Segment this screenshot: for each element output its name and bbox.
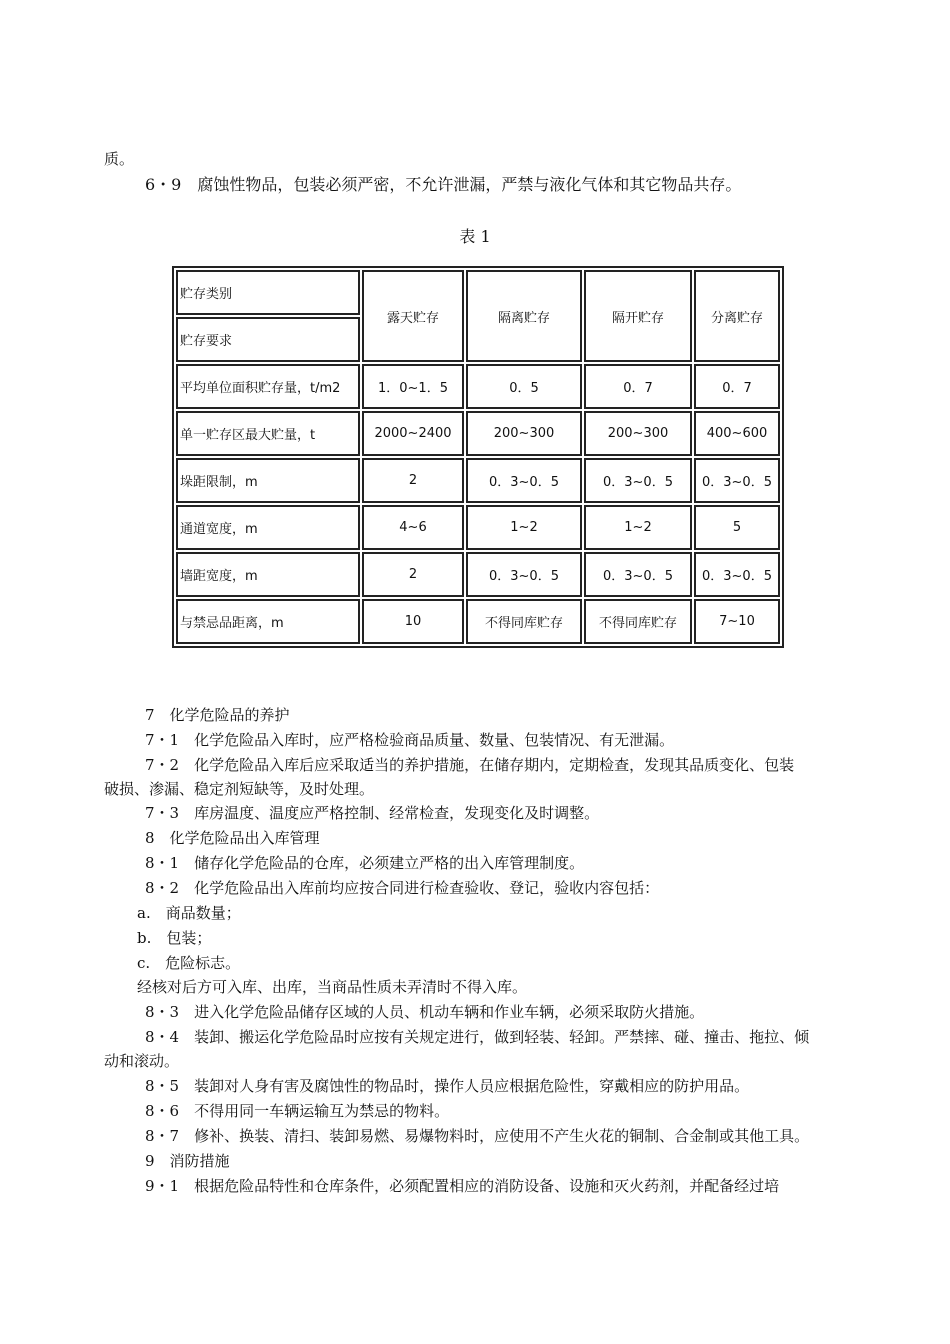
corner-header-bottom: 贮存要求 xyxy=(176,317,360,362)
column-header: 隔离贮存 xyxy=(466,270,582,362)
paragraph-7-3: 7・3 库房温度、温度应严格控制、经常检查，发现变化及时调整。 xyxy=(145,804,600,822)
table-cell: 0．3~0．5 xyxy=(466,552,582,597)
table-cell: 4~6 xyxy=(362,505,464,550)
paragraph-6-9: 6・9 腐蚀性物品，包装必须严密，不允许泄漏，严禁与液化气体和其它物品共存。 xyxy=(145,175,742,194)
section-heading-8: 8 化学危险品出入库管理 xyxy=(145,829,320,847)
table-cell: 不得同库贮存 xyxy=(466,599,582,644)
corner-header-top: 贮存类别 xyxy=(176,270,360,315)
row-label: 通道宽度，m xyxy=(176,505,360,550)
section-heading-7: 7 化学危险品的养护 xyxy=(145,706,290,724)
list-item-b: b. 包装； xyxy=(137,929,212,947)
table-cell: 2 xyxy=(362,458,464,503)
row-label: 垛距限制，m xyxy=(176,458,360,503)
paragraph-8-4: 8・4 装卸、搬运化学危险品时应按有关规定进行，做到轻装、轻卸。严禁摔、碰、撞击、拖拉、倾 xyxy=(145,1028,810,1046)
table-cell: 不得同库贮存 xyxy=(584,599,692,644)
paragraph-8-4-cont: 动和滚动。 xyxy=(104,1052,180,1070)
paragraph-8-5: 8・5 装卸对人身有害及腐蚀性的物品时，操作人员应根据危险性，穿戴相应的防护用品。 xyxy=(145,1077,750,1095)
paragraph-8-2: 8・2 化学危险品出入库前均应按合同进行检查验收、登记，验收内容包括： xyxy=(145,879,660,897)
paragraph-8-2-cont: 经核对后方可入库、出库，当商品性质未弄清时不得入库。 xyxy=(137,978,528,996)
row-label: 平均单位面积贮存量，t/m2 xyxy=(176,364,360,409)
row-label: 与禁忌品距离，m xyxy=(176,599,360,644)
paragraph-fragment: 质。 xyxy=(104,150,135,168)
table-cell: 0．3~0．5 xyxy=(584,552,692,597)
table-cell: 400~600 xyxy=(694,411,780,456)
table-cell: 5 xyxy=(694,505,780,550)
paragraph-8-1: 8・1 储存化学危险品的仓库，必须建立严格的出入库管理制度。 xyxy=(145,854,585,872)
table-row xyxy=(176,411,780,456)
paragraph-9-1: 9・1 根据危险品特性和仓库条件，必须配置相应的消防设备、设施和灭火药剂，并配备经过培 xyxy=(145,1177,780,1195)
table-cell: 0．3~0．5 xyxy=(584,458,692,503)
column-header: 分离贮存 xyxy=(694,270,780,362)
column-header: 隔开贮存 xyxy=(584,270,692,362)
table-cell: 0．7 xyxy=(694,364,780,409)
section-heading-9: 9 消防措施 xyxy=(145,1152,230,1170)
row-label: 单一贮存区最大贮量，t xyxy=(176,411,360,456)
table-row xyxy=(176,599,780,644)
table-cell: 1~2 xyxy=(466,505,582,550)
storage-table xyxy=(172,266,784,648)
table-cell: 0．7 xyxy=(584,364,692,409)
table-cell: 0．3~0．5 xyxy=(466,458,582,503)
table-cell: 0．3~0．5 xyxy=(694,458,780,503)
table-cell: 1．0~1．5 xyxy=(362,364,464,409)
list-item-c: c. 危险标志。 xyxy=(137,954,241,972)
table-row xyxy=(176,552,780,597)
table-cell: 200~300 xyxy=(584,411,692,456)
table-cell: 2000~2400 xyxy=(362,411,464,456)
paragraph-8-3: 8・3 进入化学危险品储存区域的人员、机动车辆和作业车辆，必须采取防火措施。 xyxy=(145,1003,705,1021)
paragraph-7-2: 7・2 化学危险品入库后应采取适当的养护措施，在储存期内，定期检查，发现其品质变化、包装 xyxy=(145,756,795,774)
table-row xyxy=(176,364,780,409)
row-label: 墙距宽度，m xyxy=(176,552,360,597)
table-cell: 0．3~0．5 xyxy=(694,552,780,597)
table-caption: 表 1 xyxy=(459,227,491,246)
table-row xyxy=(176,458,780,503)
column-header: 露天贮存 xyxy=(362,270,464,362)
paragraph-7-1: 7・1 化学危险品入库时，应严格检验商品质量、数量、包装情况、有无泄漏。 xyxy=(145,731,675,749)
table-cell: 7~10 xyxy=(694,599,780,644)
paragraph-8-7: 8・7 修补、换装、清扫、装卸易燃、易爆物料时，应使用不产生火花的铜制、合金制或其他工具。 xyxy=(145,1127,810,1145)
table-cell: 200~300 xyxy=(466,411,582,456)
paragraph-7-2-cont: 破损、渗漏、稳定剂短缺等，及时处理。 xyxy=(104,780,375,798)
table-cell: 0．5 xyxy=(466,364,582,409)
paragraph-8-6: 8・6 不得用同一车辆运输互为禁忌的物料。 xyxy=(145,1102,450,1120)
table-cell: 1~2 xyxy=(584,505,692,550)
list-item-a: a. 商品数量； xyxy=(137,904,241,922)
table-row xyxy=(176,505,780,550)
table-cell: 2 xyxy=(362,552,464,597)
table-cell: 10 xyxy=(362,599,464,644)
